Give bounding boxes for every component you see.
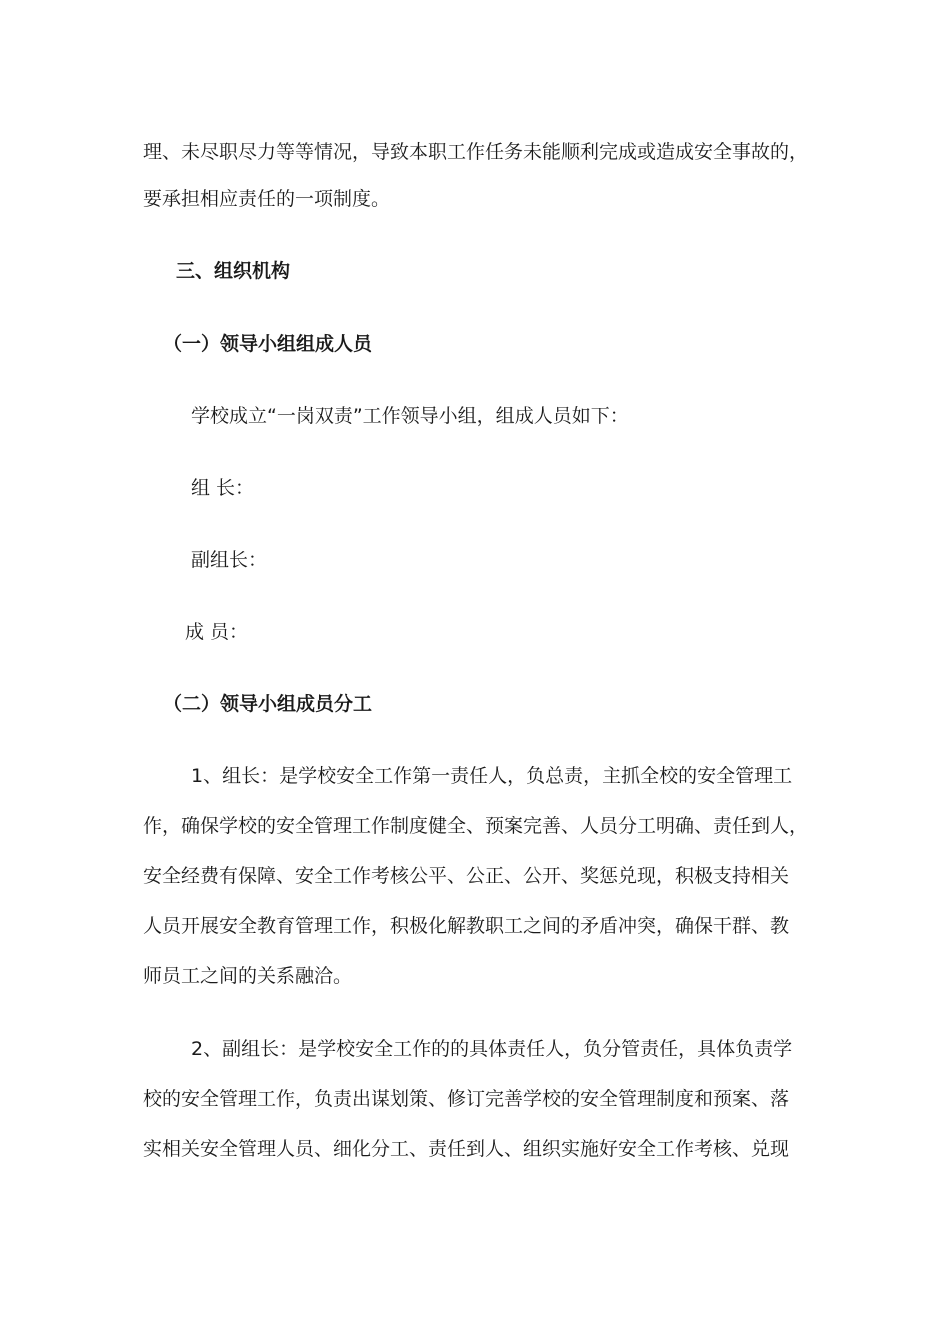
members-label: 成 员： [185, 621, 249, 643]
duty-item-1-line-1: 1、组长：是学校安全工作第一责任人，负总责，主抓全校的安全管理工 [191, 765, 793, 787]
subsection-heading-leadership-members: （一）领导小组组成人员 [163, 333, 373, 355]
subsection-heading-member-duties: （二）领导小组成员分工 [163, 693, 373, 715]
duty-item-1-line-4: 人员开展安全教育管理工作，积极化解教职工之间的矛盾冲突，确保干群、教 [143, 915, 790, 937]
deputy-leader-label: 副组长： [191, 549, 268, 571]
intro-paragraph-line-1: 理、未尽职尽力等等情况，导致本职工作任务未能顺利完成或造成安全事故的， [143, 141, 809, 163]
duty-item-2-line-1: 2、副组长：是学校安全工作的的具体责任人，负分管责任，具体负责学 [191, 1038, 793, 1060]
duty-item-2-line-2: 校的安全管理工作，负责出谋划策、修订完善学校的安全管理制度和预案、落 [143, 1088, 790, 1110]
duty-item-2-line-3: 实相关安全管理人员、细化分工、责任到人、组织实施好安全工作考核、兑现 [143, 1138, 790, 1160]
group-leader-label: 组 长： [191, 477, 255, 499]
leadership-group-intro: 学校成立“一岗双责”工作领导小组，组成人员如下： [191, 405, 629, 427]
duty-item-1-line-5: 师员工之间的关系融洽。 [143, 965, 353, 987]
duty-item-1-line-3: 安全经费有保障、安全工作考核公平、公正、公开、奖惩兑现，积极支持相关 [143, 865, 790, 887]
duty-item-1-line-2: 作，确保学校的安全管理工作制度健全、预案完善、人员分工明确、责任到人， [143, 815, 809, 837]
section-heading-organization: 三、组织机构 [176, 260, 291, 282]
intro-paragraph-line-2: 要承担相应责任的一项制度。 [143, 188, 391, 210]
